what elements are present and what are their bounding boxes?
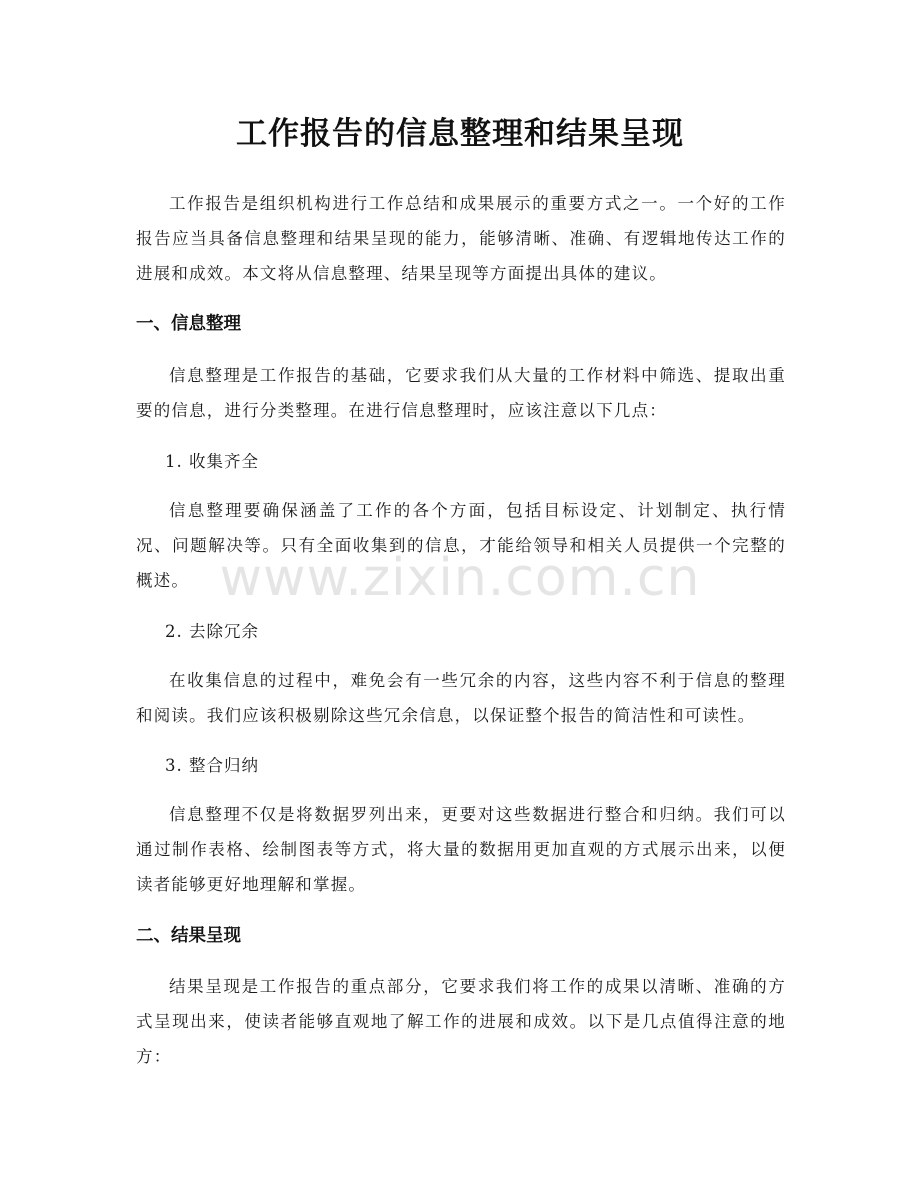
section-heading-1: 一、信息整理 (136, 314, 241, 334)
list-item-label-1: 1. 收集齐全 (165, 452, 259, 471)
section2-intro-paragraph: 结果呈现是工作报告的重点部分，它要求我们将工作的成果以清晰、准确的方式呈现出来，使读者能够直观地了解工作的进展和成效。以下是几点值得注意的地方： (136, 977, 786, 1066)
list-item-text-2: 在收集信息的过程中，难免会有一些冗余的内容，这些内容不利于信息的整理和阅读。我们应该积极剔除这些冗余信息，以保证整个报告的简洁性和可读性。 (136, 671, 786, 725)
intro-paragraph: 工作报告是组织机构进行工作总结和成果展示的重要方式之一。一个好的工作报告应当具备信息整理和结果呈现的能力，能够清晰、准确、有逻辑地传达工作的进展和成效。本文将从信息整理、结果呈现等方面提出具体的建议。 (136, 194, 786, 283)
watermark-text: www.zixin.com.cn (219, 548, 701, 608)
section-heading-2: 二、结果呈现 (136, 926, 241, 946)
list-item-label-3: 3. 整合归纳 (165, 756, 259, 775)
section1-intro-paragraph: 信息整理是工作报告的基础，它要求我们从大量的工作材料中筛选、提取出重要的信息，进行分类整理。在进行信息整理时，应该注意以下几点： (136, 366, 786, 420)
list-item-label-2: 2. 去除冗余 (165, 622, 259, 641)
list-item-text-1: 信息整理要确保涵盖了工作的各个方面，包括目标设定、计划制定、执行情况、问题解决等。只有全面收集到的信息，才能给领导和相关人员提供一个完整的概述。 (136, 501, 786, 590)
list-item-text-3: 信息整理不仅是将数据罗列出来，更要对这些数据进行整合和归纳。我们可以通过制作表格、绘制图表等方式，将大量的数据用更加直观的方式展示出来，以便读者能够更好地理解和掌握。 (136, 805, 786, 894)
document-title: 工作报告的信息整理和结果呈现 (236, 116, 684, 152)
